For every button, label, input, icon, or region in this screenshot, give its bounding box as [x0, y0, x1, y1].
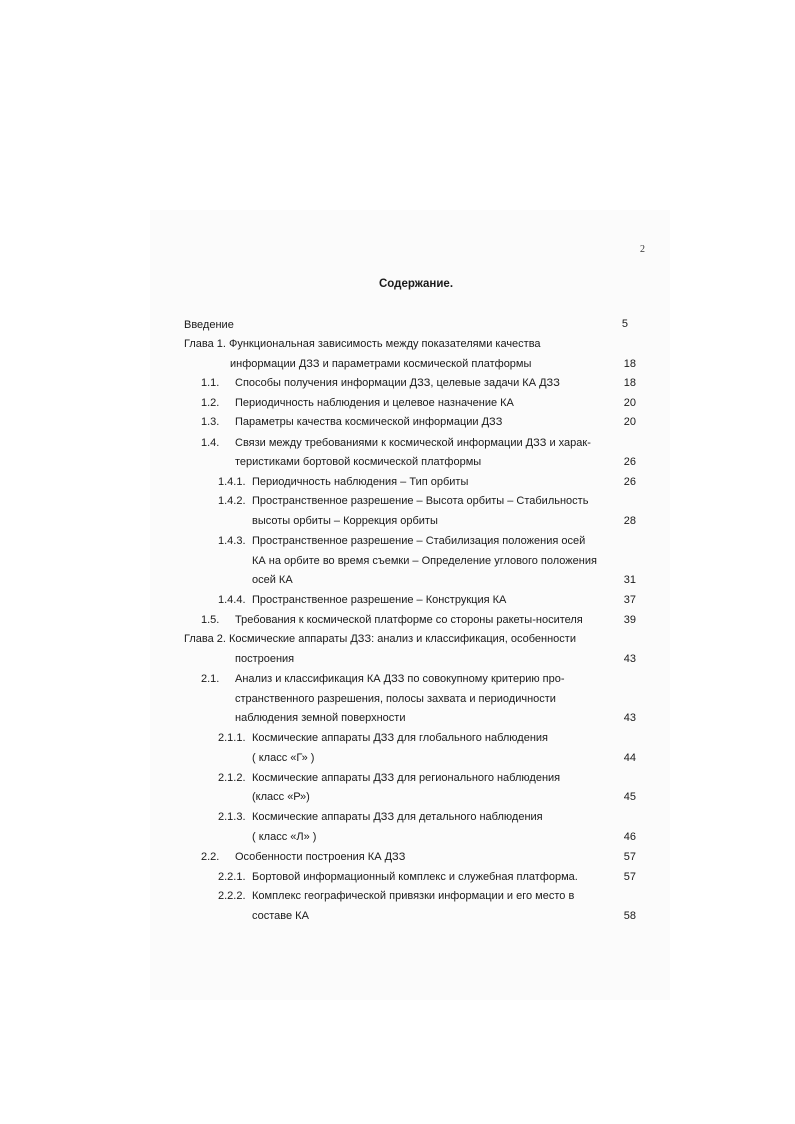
toc-entry-subsection: 2.1.3. Космические аппараты ДЗЗ для детального наблюдения	[218, 811, 543, 823]
toc-page-number: 45	[623, 791, 636, 803]
toc-entry-continuation: КА на орбите во время съемки – Определение углового положения	[252, 555, 597, 567]
toc-entry-continuation: высоты орбиты – Коррекция орбиты	[252, 515, 438, 527]
toc-page-number: 44	[623, 752, 636, 764]
toc-entry-section: 1.5. Требования к космической платформе со стороны ракеты-носителя	[201, 614, 583, 626]
toc-page-number: 26	[623, 456, 636, 468]
toc-entry-section: 1.2. Периодичность наблюдения и целевое назначение КА	[201, 397, 514, 409]
toc-entry-subsection: 1.4.3. Пространственное разрешение – Стабилизация положения осей	[218, 535, 586, 547]
toc-entry-section: 1.4. Связи между требованиями к космической информации ДЗЗ и харак-	[201, 437, 591, 449]
toc-entry-subsection: 2.2.1. Бортовой информационный комплекс и служебная платформа.	[218, 871, 578, 883]
toc-page-number: 20	[623, 416, 636, 428]
toc-entry-subsection: 2.2.2. Комплекс географической привязки информации и его место в	[218, 890, 575, 902]
toc-page-number: 18	[623, 377, 636, 389]
toc-page-number: 26	[623, 476, 636, 488]
toc-entry-subsection: 1.4.2. Пространственное разрешение – Высота орбиты – Стабильность	[218, 495, 589, 507]
toc-entry-continuation: (класс «Р»)	[252, 791, 310, 803]
toc-page-number: 57	[623, 871, 636, 883]
toc-entry-chapter-2: Глава 2. Космические аппараты ДЗЗ: анализ и классификация, особенности	[184, 633, 576, 645]
toc-page-number: 18	[623, 358, 636, 370]
toc-entry-section: 1.3. Параметры качества космической информации ДЗЗ	[201, 416, 503, 428]
toc-entry-continuation: составе КА	[252, 910, 309, 922]
toc-page-number: 39	[623, 614, 636, 626]
toc-page-number: 20	[623, 397, 636, 409]
toc-page-number: 28	[623, 515, 636, 527]
toc-entry-section: 1.1. Способы получения информации ДЗЗ, целевые задачи КА ДЗЗ	[201, 377, 560, 389]
toc-entry-subsection: 2.1.1. Космические аппараты ДЗЗ для глобального наблюдения	[218, 732, 549, 744]
toc-page-number: 43	[623, 653, 636, 665]
toc-page-number: 43	[623, 712, 636, 724]
toc-entry-continuation: ( класс «Л» )	[252, 831, 317, 843]
toc-entry-subsection: 2.1.2. Космические аппараты ДЗЗ для регионального наблюдения	[218, 772, 561, 784]
toc-title: Содержание.	[378, 278, 454, 290]
toc-page-number: 37	[623, 594, 636, 606]
toc-entry-introduction: Введение	[184, 319, 234, 331]
toc-entry-subsection: 1.4.4. Пространственное разрешение – Конструкция КА	[218, 594, 507, 606]
toc-page-number: 5	[621, 318, 628, 330]
toc-page-number: 46	[623, 831, 636, 843]
toc-page-number: 57	[623, 851, 636, 863]
toc-entry-section: 2.1. Анализ и классификация КА ДЗЗ по совокупному критерию про-	[201, 673, 565, 685]
toc-entry-continuation: информации ДЗЗ и параметрами космической платформы	[230, 358, 532, 370]
toc-entry-continuation: теристиками бортовой космической платформы	[235, 456, 482, 468]
toc-entry-continuation: ( класс «Г» )	[252, 752, 315, 764]
page-number: 2	[640, 244, 645, 255]
toc-entry-continuation: осей КА	[252, 574, 293, 586]
toc-entry-continuation: странственного разрешения, полосы захвата и периодичности	[235, 693, 556, 705]
toc-entry-chapter-1: Глава 1. Функциональная зависимость между показателями качества	[184, 338, 541, 350]
toc-page-number: 58	[623, 910, 636, 922]
toc-entry-subsection: 1.4.1. Периодичность наблюдения – Тип орбиты	[218, 476, 469, 488]
toc-entry-continuation: наблюдения земной поверхности	[235, 712, 406, 724]
toc-page-number: 31	[623, 574, 636, 586]
toc-entry-section: 2.2. Особенности построения КА ДЗЗ	[201, 851, 406, 863]
toc-entry-continuation: построения	[235, 653, 295, 665]
